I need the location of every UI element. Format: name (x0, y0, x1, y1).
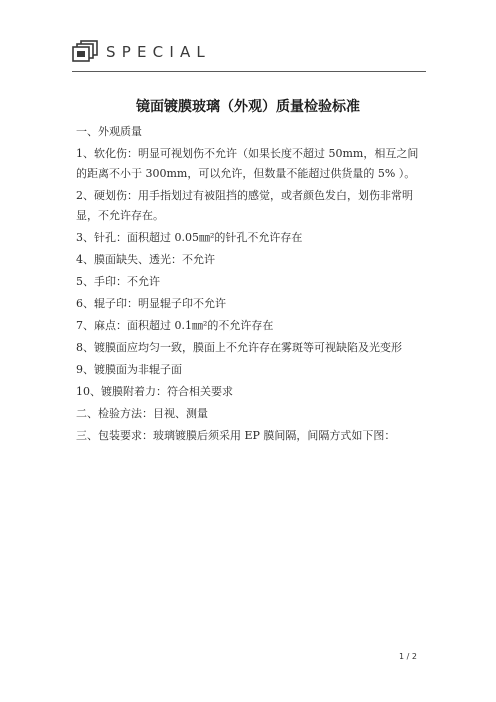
page-number: 1 / 2 (399, 652, 417, 661)
document-title: 镜面镀膜玻璃（外观）质量检验标准 (136, 99, 360, 115)
logo-text: SPECIAL (106, 43, 211, 61)
body-line: 7、麻点：面积超过 0.1㎜²的不允许存在 (76, 319, 274, 332)
body-line: 4、膜面缺失、透光：不允许 (76, 253, 215, 266)
document-body (76, 122, 422, 446)
special-logo-icon (72, 40, 98, 62)
body-line: 6、辊子印：明显辊子印不允许 (76, 297, 226, 310)
body-line: 9、镀膜面为非辊子面 (76, 363, 182, 376)
body-line: 2、硬划伤：用手指划过有被阻挡的感觉，或者颜色发白，划伤非常明 (76, 189, 413, 202)
body-line: 5、手印：不允许 (76, 275, 160, 288)
header-rule (72, 71, 426, 72)
body-line: 1、软化伤：明显可视划伤不允许（如果长度不超过 50mm，相互之间 (76, 147, 419, 160)
page-header (72, 37, 426, 73)
section-heading: 三、包装要求：玻璃镀膜后须采用 EP 膜间隔，间隔方式如下图： (76, 429, 396, 442)
body-line: 的距离不小于 300mm，可以允许，但数量不能超过供货量的 5% ）。 (76, 167, 416, 180)
body-line: 10、镀膜附着力：符合相关要求 (76, 385, 233, 398)
body-line: 8、镀膜面应均匀一致，膜面上不允许存在雾斑等可视缺陷及光变形 (76, 341, 402, 354)
body-line: 显，不允许存在。 (76, 209, 164, 222)
section-heading: 二、检验方法：目视、测量 (76, 407, 208, 420)
body-line: 3、针孔：面积超过 0.05㎜²的针孔不允许存在 (76, 231, 303, 244)
section-heading: 一、外观质量 (76, 125, 142, 138)
